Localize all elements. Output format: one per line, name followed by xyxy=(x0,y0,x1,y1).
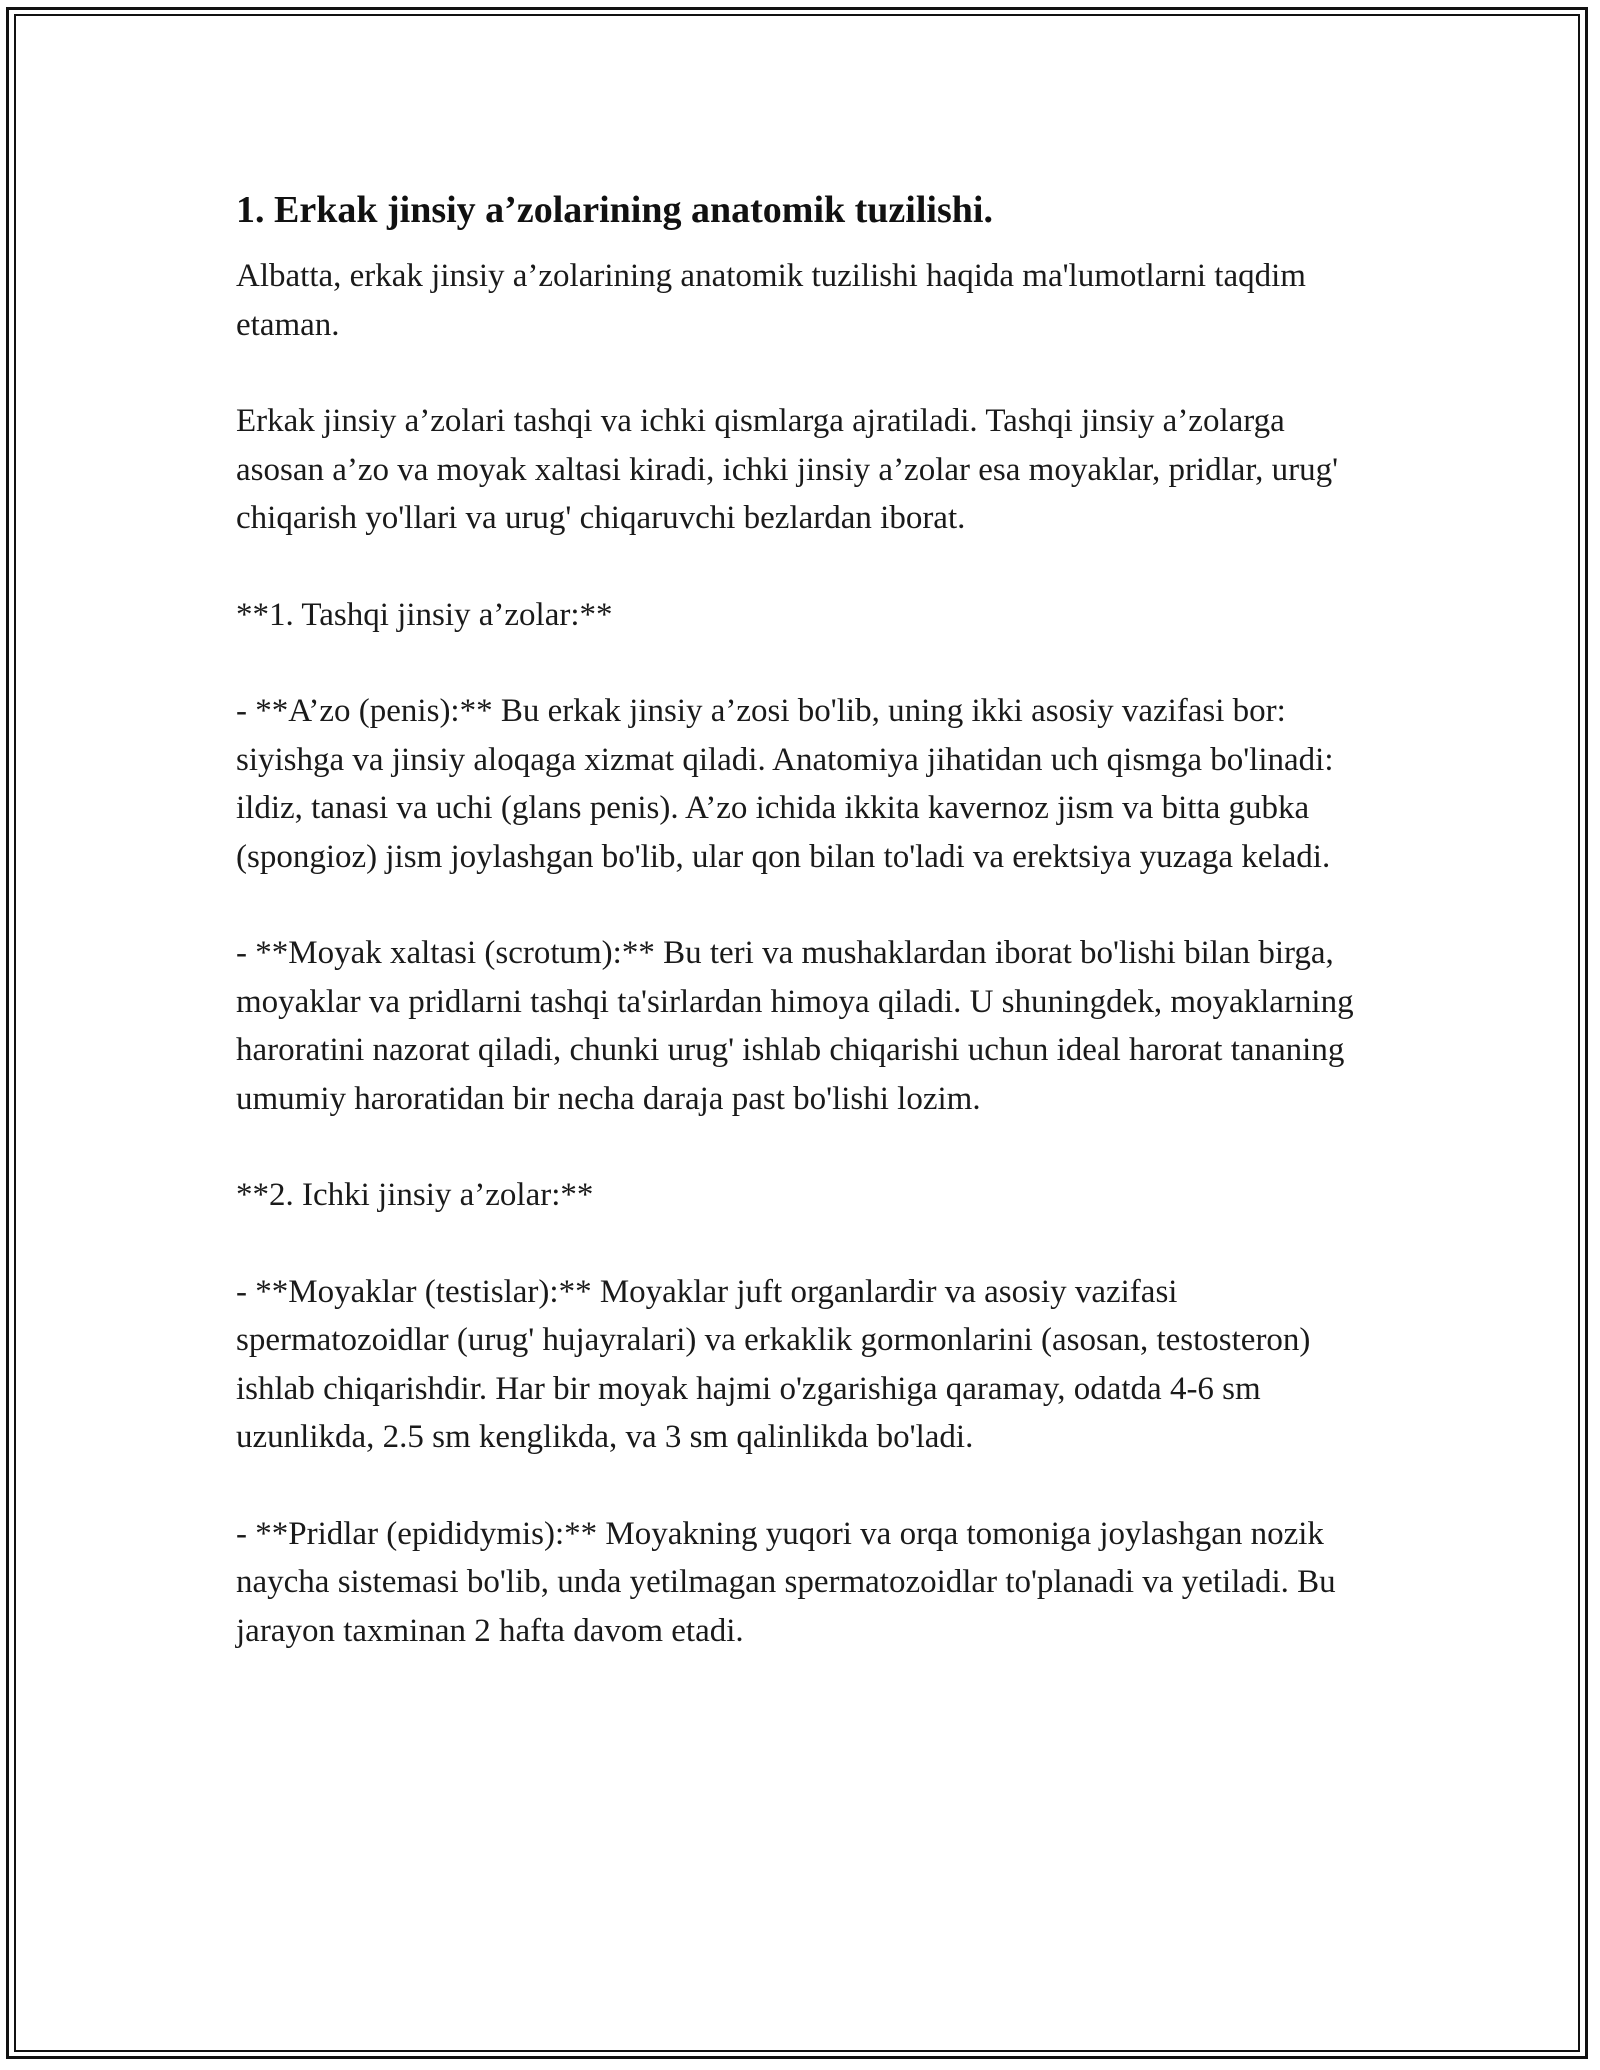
page-title: 1. Erkak jinsiy a’zolarining anatomik tuzilishi. xyxy=(236,189,993,231)
overview-paragraph: Erkak jinsiy a’zolari tashqi va ichki qismlarga ajratiladi. Tashqi jinsiy a’zolarga asosan a’zo va moyak xaltasi kiradi, ichki jinsiy a’zolar esa moyaklar, pridlar, urug' chiqarish yo'llari va urug' chiqaruvchi bezlardan iborat. xyxy=(236,403,1339,536)
intro-paragraph: Albatta, erkak jinsiy a’zolarining anatomik tuzilishi haqida ma'lumotlarni taqdim etaman. xyxy=(236,258,1306,343)
list-item-epididymis: - **Pridlar (epididymis):** Moyakning yuqori va orqa tomoniga joylashgan nozik naycha sistemasi bo'lib, unda yetilmagan spermatozoidlar to'planadi va yetiladi. Bu jarayon taxminan 2 hafta davom etadi. xyxy=(236,1515,1336,1649)
section-heading-internal: **2. Ichki jinsiy a’zolar:** xyxy=(236,1177,594,1213)
document-body xyxy=(236,186,1376,1655)
list-item-penis: - **A’zo (penis):** Bu erkak jinsiy a’zosi bo'lib, uning ikki asosiy vazifasi bor: siyishga va jinsiy aloqaga xizmat qiladi. Anatomiya jihatidan uch qismga bo'linadi: ildiz, tanasi va uchi (glans penis). A’zo ichida ikkita kavernoz jism va bitta gubka (spongioz) jism joylashgan bo'lib, ular qon bilan to'ladi va erektsiya yuzaga keladi. xyxy=(236,693,1334,875)
section-heading-external: **1. Tashqi jinsiy a’zolar:** xyxy=(236,596,613,633)
list-item-scrotum: - **Moyak xaltasi (scrotum):** Bu teri va mushaklardan iborat bo'lishi bilan birga, moyaklar va pridlarni tashqi ta'sirlardan himoya qiladi. U shuningdek, moyaklarning haroratini nazorat qiladi, chunki urug' ishlab chiqarishi uchun ideal harorat tananing umumiy haroratidan bir necha daraja past bo'lishi lozim. xyxy=(236,935,1354,1117)
list-item-testes: - **Moyaklar (testislar):** Moyaklar juft organlardir va asosiy vazifasi spermatozoidlar (urug' hujayralari) va erkaklik gormonlarini (asosan, testosteron) ishlab chiqarishdir. Har bir moyak hajmi o'zgarishiga qaramay, odatda 4-6 sm uzunlikda, 2.5 sm kenglikda, va 3 sm qalinlikda bo'ladi. xyxy=(236,1273,1311,1455)
